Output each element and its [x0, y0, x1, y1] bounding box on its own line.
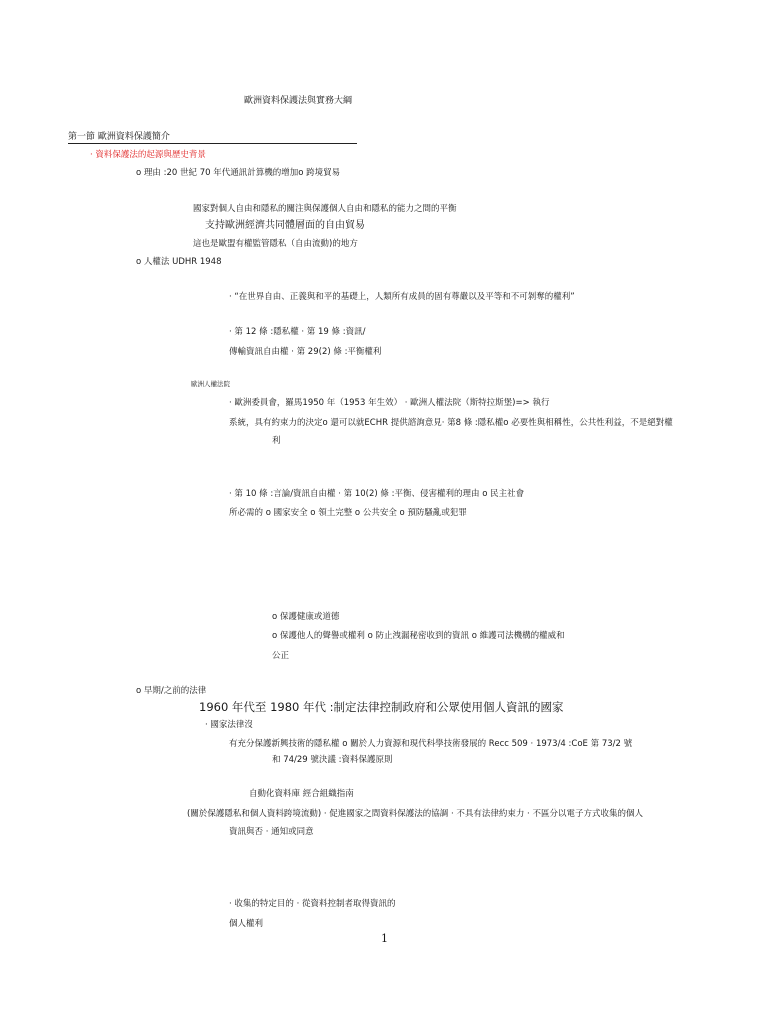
line-1960s-1980s: 1960 年代至 1980 年代 :制定法律控制政府和公眾使用個人資訊的國家 [199, 700, 564, 714]
line-national-law: · 國家法律沒 [205, 720, 253, 730]
line-cross-border: (關於保護隱私和個人資料跨境流動) · 促進國家之間資料保護法的協調 · 不具有法律約束力 · 不區分以電子方式收集的個人 [187, 809, 643, 819]
line-article-29: 傳輸資訊自由權 · 第 29(2) 條 :平衡權利 [229, 347, 382, 357]
line-necessary: 所必需的 o 國家安全 o 領土完整 o 公共安全 o 預防騷亂或犯罪 [229, 508, 467, 518]
line-rights-cont: 利 [272, 436, 281, 446]
line-article-10: · 第 10 條 :言論/資訊自由權 · 第 10(2) 條 :平衡、侵害權利的理由 o 民主社會 [229, 489, 525, 499]
line-council-of-europe: · 歐洲委員會，羅馬1950 年（1953 年生效） · 歐洲人權法院（斯特拉斯堡)=> 執行 [229, 398, 550, 408]
document-title: 歐洲資料保護法與實務大綱 [244, 96, 353, 106]
line-balance: 國家對個人自由和隱私的關注與保護個人自由和隱私的能力之間的平衡 [193, 204, 457, 214]
line-free-trade: 支持歐洲經濟共同體層面的自由貿易 [205, 220, 365, 231]
line-reason: o 理由 :20 世紀 70 年代通訊計算機的增加o 跨境貿易 [136, 168, 341, 178]
line-resolution: 和 74/29 號決議 :資料保護原則 [272, 755, 393, 765]
line-udhr-quote: · “在世界自由、正義與和平的基礎上，人類所有成員的固有尊嚴以及平等和不可剝奪的權利” [229, 292, 575, 302]
line-early-law: o 早期/之前的法律 [136, 686, 207, 696]
section-heading: 第一節 歐洲資料保護簡介 [68, 132, 170, 142]
line-oecd: 自動化資料庫 經合組織指南 [249, 789, 354, 799]
line-health-morals: o 保護健康或道德 [272, 612, 340, 622]
label-echr-court: 歐洲人權法院 [191, 380, 230, 388]
line-notice-consent: 資訊與否 · 通知或同意 [229, 827, 314, 837]
line-individual-rights: 個人權利 [229, 919, 264, 929]
page-number: 1 [381, 932, 388, 945]
line-human-rights: o 人權法 UDHR 1948 [136, 257, 222, 267]
subheading: · 資料保護法的起源與歷史背景 [90, 150, 206, 160]
line-binding-decisions: 系統，具有約束力的決定o 還可以就ECHR 提供諮詢意見· 第8 條 :隱私權o 必要性與相稱性，公共性利益，不是絕對權 [229, 418, 673, 428]
line-specific-purpose: · 收集的特定目的 · 從資料控制者取得資訊的 [229, 899, 396, 909]
line-reputation: o 保護他人的聲譽或權利 o 防止洩漏秘密收到的資訊 o 維護司法機構的權威和 [272, 631, 565, 641]
line-eu-competence: 這也是歐盟有權監管隱私（自由流動)的地方 [193, 239, 358, 249]
line-impartiality: 公正 [272, 651, 290, 661]
line-recc-509: 有充分保護新興技術的隱私權 o 關於人力資源和現代科學技術發展的 Recc 509 · 1973/4 :CoE 第 73/2 號 [229, 739, 633, 749]
line-article-12: · 第 12 條 :隱私權 · 第 19 條 :資訊/ [229, 327, 366, 337]
section-heading-underline [68, 143, 357, 144]
